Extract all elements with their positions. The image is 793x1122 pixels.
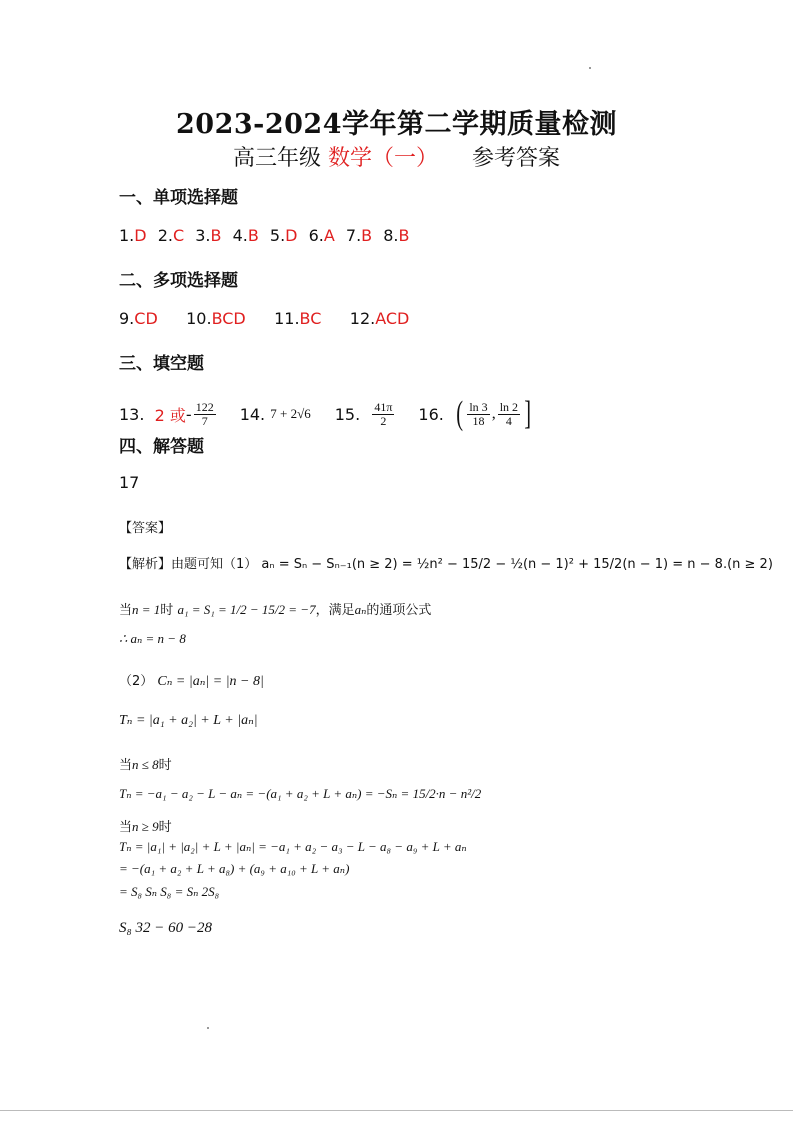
q15-fraction: $\frac{41\pi}{2}$ [374,399,393,428]
q13-fraction: $\frac{122}{7}$ [195,399,214,428]
a1-formula: a₁ = S₁ = 1/2 − 15/2 = −7 [177,602,316,617]
q13-sign: - [185,404,192,424]
case-n-le-8: 当n ≤ 8时 [119,757,172,773]
q2-answer: C [172,226,185,245]
q6-answer: A [323,226,335,245]
q16-fraction-b: $\frac{\ln 2}{4}$ [499,399,519,428]
q8-answer: B [398,226,410,245]
q13-answer: 2 或 [154,405,186,425]
section-multi-choice: 二、多项选择题 [119,271,238,291]
q13-number: 13. [119,404,145,424]
q2-number: 2. [157,226,173,245]
cn-formula: Cₙ = |aₙ| = |n − 8| [157,674,264,689]
s8-value: S₈ 32 − 60 −28 [119,920,212,936]
analysis-line-1 [119,553,773,572]
fill-blank-answers: 13. 2 或 - $\frac{122}{7}$ 14. 7 + 2√6 15. $\frac{41\pi}{2}$ 16. ( $\frac{\ln 3}{18}$ , $\frac{\ln 2}{4}$ ] [119,395,532,432]
tn-case-1-formula: Tₙ = −a₁ − a₂ − L − aₙ = −(a₁ + a₂ + L + aₙ) = −Sₙ = 15/2·n − n²/2 [119,786,482,801]
q12-number: 12. [349,309,376,328]
q16-number: 16. [418,404,444,424]
q7-answer: B [361,226,373,245]
analysis-line-2: 当n = 1时 a₁ = S₁ = 1/2 − 15/2 = −7，满足aₙ的通项公式 [119,602,432,618]
q9-number: 9. [119,309,135,328]
q5-answer: D [285,226,298,245]
tn-definition: Tₙ = |a₁ + a₂| + L + |aₙ| [119,713,258,728]
subtitle-grade: 高三年级 [232,146,328,171]
q1-number: 1. [119,226,135,245]
q3-answer: B [210,226,222,245]
q14-answer: 7 + 2√6 [270,406,311,421]
q14-number: 14. [239,404,266,424]
q11-number: 11. [274,309,300,328]
subtitle-subject: 数学（一） [327,146,438,171]
q15-number: 15. [334,404,361,424]
q16-right-bracket: ] [524,395,532,432]
q1-answer: D [134,226,147,245]
tn-case-2-line-2: = −(a₁ + a₂ + L + a₈) + (a₉ + a₁₀ + L + aₙ) [119,861,350,876]
general-term: ∴ aₙ = n − 8 [119,631,186,646]
page-bottom-edge [0,1110,793,1111]
derivation-an: 由题可知（1） aₙ = Sₙ − Sₙ₋₁(n ≥ 2) = ½n² − 15/2 − ½(n − 1)² + 15/2(n − 1) = n − 8.(n ≥ 2) [171,557,773,572]
q16-left-paren: ( [456,395,464,432]
scan-dot-2 [207,1027,209,1029]
q8-number: 8. [383,226,399,245]
q9-answer: CD [134,309,158,328]
q10-number: 10. [186,309,212,328]
answer-tag: 【答案】 [119,521,172,536]
q16-fraction-a: $\frac{\ln 3}{18}$ [469,399,488,428]
section-single-choice: 一、单项选择题 [119,188,238,208]
part-2-line [119,670,264,690]
part-2-tag: （2） [119,674,154,689]
single-choice-answers [119,226,416,245]
section-fill-blank: 三、填空题 [119,354,204,374]
page-title: 2023-2024学年第二学期质量检测 [176,109,617,140]
q7-number: 7. [345,226,362,245]
tn-case-2-line-3: = S₈ Sₙ S₈ = Sₙ 2S₈ [119,884,220,899]
analysis-tag: 【解析】 [119,557,172,572]
q6-number: 6. [308,226,324,245]
subtitle-answer-key: 参考答案 [472,146,561,171]
page-subtitle [0,141,793,172]
q4-answer: B [247,226,259,245]
section-solutions: 四、解答题 [119,437,204,457]
scan-dot [589,67,591,69]
multi-choice-answers [119,309,409,328]
tn-case-2-line-1: Tₙ = |a₁| + |a₂| + L + |aₙ| = −a₁ + a₂ − a₃ − L − a₈ − a₉ + L + aₙ [119,839,467,854]
case-n-ge-9: 当n ≥ 9时 [119,819,172,835]
q4-number: 4. [232,226,248,245]
q17-number: 17 [119,473,140,492]
q5-number: 5. [269,226,286,245]
q3-number: 3. [195,226,211,245]
q10-answer: BCD [211,309,246,328]
q11-answer: BC [299,309,322,328]
q12-answer: ACD [375,309,410,328]
n-equals-1: n = 1 [132,602,161,617]
